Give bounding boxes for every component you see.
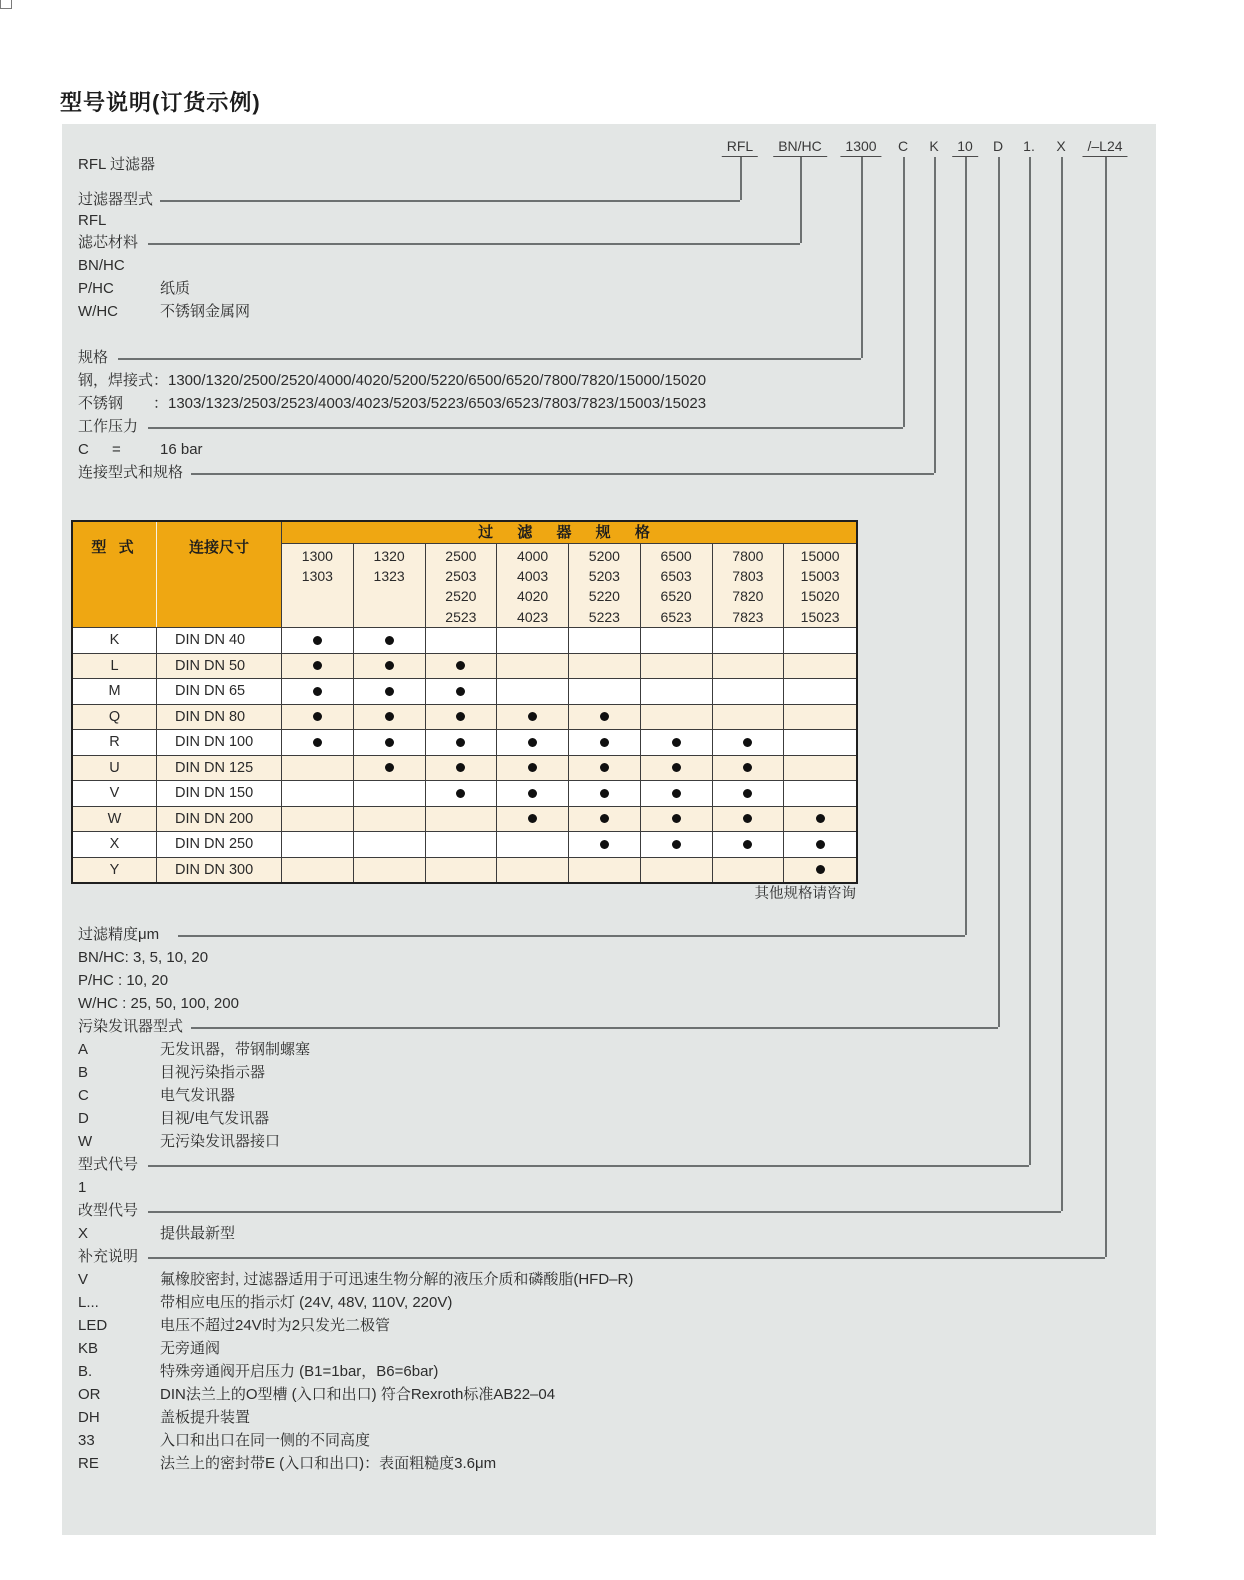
availability-cell xyxy=(282,729,354,755)
availability-cell xyxy=(713,678,785,704)
availability-cell xyxy=(784,755,856,781)
availability-cell xyxy=(569,831,641,857)
annotation-line: 不锈钢 ：1303/1323/2503/2523/4003/4023/5203/5223/6503/6523/7803/7823/15003/15023 xyxy=(78,395,707,412)
spec-value: 2503 xyxy=(445,568,477,585)
spec-value: 15003 xyxy=(800,568,840,585)
availability-dot xyxy=(816,865,825,874)
availability-dot xyxy=(743,814,752,823)
option-description: 16 bar xyxy=(160,441,203,458)
row-type-code: M xyxy=(73,678,157,704)
annotation-line: 钢，焊接式：1300/1320/2500/2520/4000/4020/5200/5220/6500/6520/7800/7820/15000/15020 xyxy=(78,372,707,389)
availability-dot xyxy=(528,738,537,747)
availability-dot xyxy=(816,814,825,823)
availability-cell xyxy=(713,704,785,730)
spec-value: 15020 xyxy=(800,588,840,605)
annotation-line xyxy=(78,1293,1098,1313)
annotation-line: 1 xyxy=(78,1179,87,1196)
availability-dot xyxy=(528,814,537,823)
spec-value: 7803 xyxy=(732,568,764,585)
option-code: P/HC xyxy=(78,280,114,297)
annotation-line xyxy=(78,1316,1098,1336)
option-code: 33 xyxy=(78,1432,95,1449)
leader-line xyxy=(148,243,800,245)
availability-cell xyxy=(569,780,641,806)
annotation-line: 规格 xyxy=(78,349,109,366)
availability-dot xyxy=(672,789,681,798)
spec-value: 7820 xyxy=(732,588,764,605)
annotation-line: RFL xyxy=(78,212,107,229)
availability-cell xyxy=(282,831,354,857)
availability-dot xyxy=(313,712,322,721)
availability-cell xyxy=(497,627,569,653)
option-description: 不锈钢金属网 xyxy=(160,303,251,320)
availability-cell xyxy=(784,653,856,679)
availability-dot xyxy=(600,814,609,823)
connector-vertical-line xyxy=(1105,157,1107,1257)
availability-dot xyxy=(743,840,752,849)
spec-value: 6523 xyxy=(660,608,692,625)
availability-dot xyxy=(456,789,465,798)
option-description: 法兰上的密封带E (入口和出口)：表面粗糙度3.6μm xyxy=(160,1455,497,1472)
availability-cell xyxy=(282,678,354,704)
annotation-line: 过滤器型式 xyxy=(78,191,154,208)
annotation-line xyxy=(78,302,1098,322)
spec-value: 2523 xyxy=(445,608,477,625)
order-code-part: 1. xyxy=(1023,138,1035,154)
option-code: OR xyxy=(78,1386,101,1403)
connection-spec-table xyxy=(71,520,858,884)
annotation-line: 工作压力 xyxy=(78,418,139,435)
availability-cell xyxy=(784,729,856,755)
availability-cell xyxy=(354,678,426,704)
spec-column-header xyxy=(497,544,569,627)
row-connection-size: DIN DN 100 xyxy=(157,729,282,755)
annotation-line: 污染发讯器型式 xyxy=(78,1018,184,1035)
option-code: DH xyxy=(78,1409,100,1426)
availability-cell xyxy=(784,806,856,832)
availability-cell xyxy=(497,780,569,806)
availability-dot xyxy=(456,712,465,721)
row-connection-size: DIN DN 80 xyxy=(157,704,282,730)
option-code: B. xyxy=(78,1363,93,1380)
spec-column-header xyxy=(641,544,713,627)
ordering-example-panel xyxy=(62,124,1156,1535)
spec-value: 4020 xyxy=(517,588,549,605)
col-header-filter-spec-band: 过 滤 器 规 格 xyxy=(282,522,856,544)
spec-value: 15000 xyxy=(800,548,840,564)
option-description: 电压不超过24V时为2只发光二极管 xyxy=(160,1317,391,1334)
availability-cell xyxy=(569,627,641,653)
col-header-type: 型 式 xyxy=(73,522,157,627)
spec-value: 4003 xyxy=(517,568,549,585)
availability-cell xyxy=(426,627,498,653)
spec-value: 6520 xyxy=(660,588,692,605)
spec-column-header xyxy=(282,544,354,627)
availability-cell xyxy=(713,831,785,857)
availability-cell xyxy=(784,831,856,857)
row-connection-size: DIN DN 300 xyxy=(157,857,282,883)
availability-dot xyxy=(672,763,681,772)
availability-dot xyxy=(385,661,394,670)
availability-cell xyxy=(784,704,856,730)
availability-cell xyxy=(426,653,498,679)
availability-dot xyxy=(743,789,752,798)
availability-cell xyxy=(426,704,498,730)
col-header-connection-size: 连接尺寸 xyxy=(157,522,282,627)
spec-value: 5203 xyxy=(588,568,620,585)
availability-dot xyxy=(600,712,609,721)
row-type-code: R xyxy=(73,729,157,755)
order-code-part: RFL xyxy=(722,138,758,157)
availability-cell xyxy=(497,831,569,857)
annotation-line xyxy=(78,1086,1098,1106)
row-connection-size: DIN DN 65 xyxy=(157,678,282,704)
annotation-line xyxy=(78,1385,1098,1405)
availability-cell xyxy=(784,627,856,653)
availability-cell xyxy=(354,755,426,781)
availability-dot xyxy=(385,687,394,696)
availability-cell xyxy=(641,755,713,781)
availability-cell xyxy=(426,806,498,832)
spec-value: 1300 xyxy=(301,548,333,564)
availability-cell xyxy=(713,627,785,653)
spec-column-header xyxy=(713,544,785,627)
availability-cell xyxy=(426,729,498,755)
page-title: 型号说明(订货示例) xyxy=(60,90,261,115)
availability-cell xyxy=(354,627,426,653)
availability-cell xyxy=(569,704,641,730)
availability-dot xyxy=(385,636,394,645)
option-description: DIN法兰上的O型槽 (入口和出口) 符合Rexroth标准AB22–04 xyxy=(160,1386,556,1403)
spec-value: 7800 xyxy=(732,548,764,564)
row-type-code: V xyxy=(73,780,157,806)
availability-cell xyxy=(713,653,785,679)
availability-cell xyxy=(426,857,498,883)
option-code: KB xyxy=(78,1340,99,1357)
availability-cell xyxy=(641,678,713,704)
availability-cell xyxy=(497,806,569,832)
availability-dot xyxy=(743,738,752,747)
availability-dot xyxy=(528,789,537,798)
availability-cell xyxy=(282,653,354,679)
availability-cell xyxy=(641,704,713,730)
availability-dot xyxy=(600,738,609,747)
annotation-line xyxy=(78,1270,1098,1290)
option-code: L... xyxy=(78,1294,99,1311)
availability-dot xyxy=(600,763,609,772)
option-code: LED xyxy=(78,1317,108,1334)
availability-cell xyxy=(713,729,785,755)
annotation-line xyxy=(78,1339,1098,1359)
option-description: 无污染发讯器接口 xyxy=(160,1133,281,1150)
option-description: 入口和出口在同一侧的不同高度 xyxy=(160,1432,371,1449)
availability-cell xyxy=(641,653,713,679)
order-code-part: /–L24 xyxy=(1082,138,1127,157)
availability-cell xyxy=(426,831,498,857)
leader-line xyxy=(160,200,740,202)
availability-cell xyxy=(713,806,785,832)
option-code: W/HC xyxy=(78,303,118,320)
spec-value: 1303 xyxy=(301,568,333,585)
availability-cell xyxy=(282,857,354,883)
spec-value: 7823 xyxy=(732,608,764,625)
annotation-line: BN/HC: 3, 5, 10, 20 xyxy=(78,949,209,966)
availability-dot xyxy=(385,712,394,721)
annotation-line: 连接型式和规格 xyxy=(78,464,184,481)
availability-cell xyxy=(354,806,426,832)
option-description: 无旁通阀 xyxy=(160,1340,221,1357)
row-connection-size: DIN DN 200 xyxy=(157,806,282,832)
availability-dot xyxy=(456,687,465,696)
option-code: B xyxy=(78,1064,89,1081)
spec-column-header xyxy=(426,544,498,627)
availability-dot xyxy=(528,712,537,721)
spec-value: 5220 xyxy=(588,588,620,605)
annotation-line xyxy=(78,1040,1098,1060)
availability-cell xyxy=(497,857,569,883)
availability-dot xyxy=(672,738,681,747)
order-code-part: D xyxy=(992,138,1004,154)
availability-dot xyxy=(385,738,394,747)
availability-cell xyxy=(713,857,785,883)
availability-cell xyxy=(282,627,354,653)
availability-cell xyxy=(569,653,641,679)
spec-column-header xyxy=(569,544,641,627)
availability-cell xyxy=(497,678,569,704)
availability-dot xyxy=(456,661,465,670)
option-description: 无发讯器，带钢制螺塞 xyxy=(160,1041,311,1058)
availability-dot xyxy=(528,763,537,772)
annotation-line xyxy=(78,1431,1098,1451)
annotation-line xyxy=(78,1408,1098,1428)
availability-cell xyxy=(497,704,569,730)
availability-dot xyxy=(600,840,609,849)
availability-cell xyxy=(354,653,426,679)
option-description: 目视/电气发讯器 xyxy=(160,1110,270,1127)
availability-cell xyxy=(354,857,426,883)
option-description: 特殊旁通阀开启压力 (B1=1bar，B6=6bar) xyxy=(160,1363,439,1380)
availability-cell xyxy=(426,780,498,806)
availability-cell xyxy=(426,755,498,781)
spec-column-header xyxy=(354,544,426,627)
leader-line xyxy=(118,358,861,360)
availability-cell xyxy=(497,653,569,679)
row-type-code: U xyxy=(73,755,157,781)
availability-cell xyxy=(569,729,641,755)
availability-cell xyxy=(354,831,426,857)
spec-value: 5200 xyxy=(588,548,620,564)
row-connection-size: DIN DN 250 xyxy=(157,831,282,857)
order-code-part: 1300 xyxy=(840,138,881,157)
equals-sign: = xyxy=(112,441,121,458)
leader-line xyxy=(148,427,903,429)
row-type-code: Q xyxy=(73,704,157,730)
row-connection-size: DIN DN 40 xyxy=(157,627,282,653)
leader-line xyxy=(148,1165,1029,1167)
option-description: 纸质 xyxy=(160,280,191,297)
spec-value: 6500 xyxy=(660,548,692,564)
availability-cell xyxy=(784,678,856,704)
option-code: C xyxy=(78,1087,89,1104)
availability-cell xyxy=(784,780,856,806)
annotation-line: P/HC : 10, 20 xyxy=(78,972,169,989)
availability-cell xyxy=(354,780,426,806)
availability-cell xyxy=(641,729,713,755)
annotation-line xyxy=(78,1063,1098,1083)
option-code: V xyxy=(78,1271,89,1288)
availability-dot xyxy=(456,763,465,772)
annotation-line: 改型代号 xyxy=(78,1202,139,1219)
leader-line xyxy=(191,1027,998,1029)
option-description: 目视污染指示器 xyxy=(160,1064,266,1081)
spec-value: 2520 xyxy=(445,588,477,605)
option-code: X xyxy=(78,1225,89,1242)
leader-line xyxy=(191,473,934,475)
spec-value: 6503 xyxy=(660,568,692,585)
availability-cell xyxy=(354,729,426,755)
availability-cell xyxy=(713,780,785,806)
option-code: RE xyxy=(78,1455,99,1472)
option-description: 盖板提升装置 xyxy=(160,1409,251,1426)
spec-value: 2500 xyxy=(445,548,477,564)
spec-value: 4000 xyxy=(517,548,549,564)
spec-value: 15023 xyxy=(800,608,840,625)
spec-column-header xyxy=(784,544,856,627)
row-connection-size: DIN DN 50 xyxy=(157,653,282,679)
annotation-line: 补充说明 xyxy=(78,1248,139,1265)
row-type-code: X xyxy=(73,831,157,857)
row-type-code: K xyxy=(73,627,157,653)
option-description: 带相应电压的指示灯 (24V, 48V, 110V, 220V) xyxy=(160,1294,453,1311)
availability-dot xyxy=(313,661,322,670)
availability-cell xyxy=(354,704,426,730)
availability-cell xyxy=(282,755,354,781)
spec-value: 4023 xyxy=(517,608,549,625)
option-description: 提供最新型 xyxy=(160,1225,236,1242)
leader-line xyxy=(148,1257,1105,1259)
annotation-line: 过滤精度μm xyxy=(78,926,160,943)
availability-cell xyxy=(569,755,641,781)
availability-dot xyxy=(600,789,609,798)
leader-line xyxy=(178,935,965,937)
availability-cell xyxy=(713,755,785,781)
option-description: 电气发讯器 xyxy=(160,1087,236,1104)
availability-cell xyxy=(784,857,856,883)
spec-value: 1320 xyxy=(373,548,405,564)
annotation-line xyxy=(78,1132,1098,1152)
spec-value: 1323 xyxy=(373,568,405,585)
availability-dot xyxy=(816,840,825,849)
availability-dot xyxy=(313,687,322,696)
availability-cell xyxy=(282,806,354,832)
availability-cell xyxy=(569,806,641,832)
order-code-part: 10 xyxy=(952,138,978,157)
order-code-part: X xyxy=(1056,138,1066,154)
availability-cell xyxy=(641,806,713,832)
row-type-code: W xyxy=(73,806,157,832)
option-code: A xyxy=(78,1041,89,1058)
availability-cell xyxy=(569,857,641,883)
annotation-line xyxy=(78,1109,1098,1129)
row-connection-size: DIN DN 150 xyxy=(157,780,282,806)
availability-dot xyxy=(743,763,752,772)
annotation-line xyxy=(78,1224,1098,1244)
order-code-part: C xyxy=(897,138,909,154)
annotation-line xyxy=(78,1362,1098,1382)
availability-dot xyxy=(313,738,322,747)
availability-cell xyxy=(426,678,498,704)
annotation-line xyxy=(78,1454,1098,1474)
row-type-code: Y xyxy=(73,857,157,883)
spec-value: 5223 xyxy=(588,608,620,625)
annotation-line: BN/HC xyxy=(78,257,125,274)
option-description: 氟橡胶密封, 过滤器适用于可迅速生物分解的液压介质和磷酸脂(HFD–R) xyxy=(160,1271,634,1288)
leader-line xyxy=(148,1211,1061,1213)
option-code: C xyxy=(78,441,89,458)
order-code-part: K xyxy=(929,138,939,154)
availability-dot xyxy=(385,763,394,772)
row-type-code: L xyxy=(73,653,157,679)
availability-dot xyxy=(672,840,681,849)
option-code: W xyxy=(78,1133,93,1150)
annotation-line: W/HC : 25, 50, 100, 200 xyxy=(78,995,239,1012)
availability-dot xyxy=(313,636,322,645)
row-connection-size: DIN DN 125 xyxy=(157,755,282,781)
order-code-part: BN/HC xyxy=(773,138,827,157)
scan-artifact xyxy=(0,0,12,9)
availability-cell xyxy=(282,704,354,730)
availability-cell xyxy=(641,831,713,857)
availability-cell xyxy=(641,857,713,883)
annotation-line: 滤芯材料 xyxy=(78,234,139,251)
annotation-line xyxy=(78,279,1098,299)
availability-cell xyxy=(569,678,641,704)
annotation-line: RFL 过滤器 xyxy=(78,156,155,173)
availability-cell xyxy=(497,755,569,781)
annotation-line: 型式代号 xyxy=(78,1156,139,1173)
availability-dot xyxy=(672,814,681,823)
option-code: D xyxy=(78,1110,89,1127)
availability-cell xyxy=(497,729,569,755)
table-note: 其他规格请咨询 xyxy=(754,886,856,902)
availability-cell xyxy=(641,780,713,806)
availability-cell xyxy=(282,780,354,806)
annotation-line xyxy=(78,440,1098,460)
availability-dot xyxy=(456,738,465,747)
availability-cell xyxy=(641,627,713,653)
